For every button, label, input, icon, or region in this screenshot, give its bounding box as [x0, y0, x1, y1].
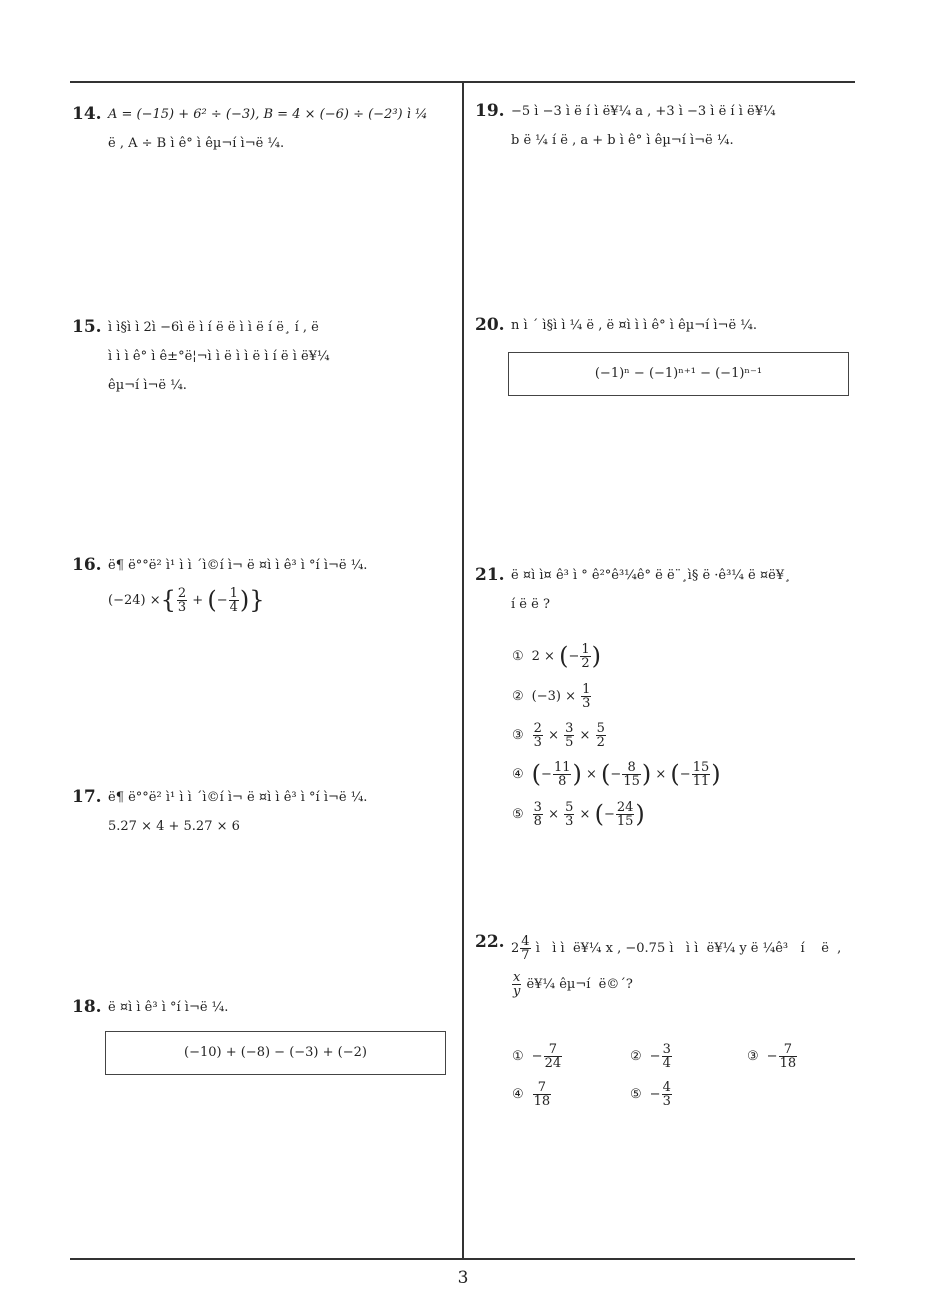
fraction — [533, 801, 543, 828]
choice-3[interactable] — [747, 1038, 798, 1074]
question-text-line-1: ë ¤ì ì¤ ê³ ì ° ê²°ê³¼ê° ë ë¨¸ì§ ë ·ê³¼ ë ¤ë¥¸ — [511, 568, 791, 583]
question-text: ë¥¼ êµ¬í ë©´? — [522, 976, 633, 992]
numerator: 4 — [662, 1079, 671, 1095]
numerator: 3 — [533, 799, 542, 815]
minus-sign: − — [679, 766, 691, 782]
numerator: 1 — [581, 641, 590, 657]
expression — [108, 580, 457, 620]
option-1[interactable] — [512, 638, 601, 674]
denominator: 3 — [662, 1093, 671, 1109]
fraction — [662, 1043, 672, 1070]
fraction — [564, 722, 574, 749]
question-text-line-2: ë , A ÷ B ì ê° ì êµ¬í ì¬ë ¼. — [108, 136, 285, 151]
numerator: 2 — [177, 585, 187, 601]
question-number: 15. — [72, 317, 102, 337]
right-paren: ) — [711, 760, 721, 788]
fraction — [520, 935, 530, 962]
fraction — [580, 643, 590, 670]
question-number: 21. — [475, 565, 505, 585]
times-sign: × — [543, 806, 564, 822]
numerator: 5 — [596, 720, 605, 736]
fraction — [616, 801, 635, 828]
question-text-line-1: −5 ì −3 ì ë í ì ë¥¼ a , +3 ì −3 ì ë í ì ë¥¼ — [511, 104, 776, 119]
sign: − — [531, 1048, 543, 1064]
option-text: (−3) × — [531, 688, 581, 704]
option-3[interactable] — [512, 717, 607, 753]
choice-5[interactable] — [630, 1076, 673, 1112]
denominator: 4 — [662, 1055, 671, 1071]
times-sign: × — [575, 806, 595, 822]
denominator: 8 — [533, 813, 542, 829]
question-number: 18. — [72, 997, 102, 1017]
times-sign: × — [581, 766, 602, 782]
question-text-line-1: ë¶ ë°°ë² ì¹ ì ì ´ì©í ì¬ ë ¤ì ì ê³ ì °í ì¬ë ¼. — [108, 558, 368, 573]
times-sign: × — [651, 766, 671, 782]
fraction — [512, 971, 521, 998]
times-sign: × — [543, 727, 564, 743]
fraction — [544, 1043, 563, 1070]
fraction — [553, 761, 572, 788]
question-text-line-1: n ì ´ ì§ì ì ¼ ë , ë ¤ì ì ì ê° ì êµ¬í ì¬ë ¼. — [511, 318, 758, 333]
fraction — [692, 761, 711, 788]
denominator: y — [513, 983, 521, 999]
right-brace: } — [249, 586, 265, 614]
denominator: 5 — [565, 734, 574, 750]
numerator: 7 — [779, 1043, 798, 1057]
option-mark: ② — [630, 1048, 642, 1064]
denominator: 2 — [581, 655, 590, 671]
denominator: 7 — [521, 947, 530, 963]
right-paren: ) — [635, 800, 645, 828]
left-paren: ( — [531, 760, 542, 788]
option-mark: ② — [512, 688, 524, 704]
mixed-number-whole: 2 — [511, 940, 520, 956]
denominator: 24 — [544, 1055, 562, 1071]
numerator: 24 — [616, 799, 634, 815]
option-mark: ③ — [747, 1048, 759, 1064]
numerator: x — [513, 969, 521, 985]
question-text-line-1: A = (−15) + 6² ÷ (−3), B = 4 × (−6) ÷ (−2³) ì ¼ — [108, 107, 428, 122]
fraction — [177, 587, 187, 614]
option-4[interactable] — [512, 756, 721, 792]
denominator: 3 — [533, 734, 542, 750]
left-brace: { — [160, 586, 176, 614]
option-mark: ④ — [512, 766, 524, 782]
question-text-line-1 — [511, 930, 860, 966]
denominator: 3 — [177, 599, 187, 615]
right-paren: ) — [641, 760, 652, 788]
question-number: 17. — [72, 787, 102, 807]
fraction — [533, 722, 543, 749]
denominator: 3 — [565, 813, 574, 829]
numerator: 1 — [229, 585, 238, 601]
option-mark: ⑤ — [512, 806, 524, 822]
numerator: 7 — [544, 1043, 563, 1057]
option-5[interactable] — [512, 796, 645, 832]
minus-sign: − — [603, 806, 615, 822]
choice-1[interactable] — [512, 1038, 563, 1074]
denominator: 18 — [533, 1093, 551, 1109]
fraction — [564, 801, 574, 828]
fraction — [662, 1081, 672, 1108]
fraction — [596, 722, 606, 749]
numerator: 15 — [692, 759, 710, 775]
question-text-line-3: êµ¬í ì¬ë ¼. — [108, 378, 187, 393]
option-2[interactable] — [512, 678, 592, 714]
left-paren: ( — [207, 586, 217, 614]
numerator: 11 — [553, 759, 571, 775]
bottom-rule — [70, 1258, 855, 1260]
expression-box: (−10) + (−8) − (−3) + (−2) — [105, 1031, 446, 1075]
expression-box: (−1)ⁿ − (−1)ⁿ⁺¹ − (−1)ⁿ⁻¹ — [508, 352, 849, 396]
left-paren: ( — [559, 642, 569, 670]
choice-4[interactable] — [512, 1076, 552, 1112]
question-text-line-1: ë¶ ë°°ë² ì¹ ì ì ´ì©í ì¬ ë ¤ì ì ê³ ì °í ì¬ë ¼. — [108, 790, 368, 805]
numerator: 1 — [582, 681, 591, 697]
right-paren: ) — [239, 586, 250, 614]
question-text-line-1: ì ì§ì ì 2ì −6ì ë ì í ë ë ì ì ë í ë¸ í , ë — [108, 320, 319, 335]
sign: − — [766, 1048, 778, 1064]
sign: − — [649, 1086, 661, 1102]
plus-sign: + — [188, 592, 208, 608]
question-text-line-2 — [511, 966, 860, 1002]
denominator: 3 — [582, 695, 591, 711]
denominator: 8 — [558, 773, 567, 789]
question-text-line-2: í ë ë ? — [511, 597, 550, 612]
denominator: 15 — [616, 813, 634, 829]
right-paren: ) — [572, 760, 582, 788]
expression: 5.27 × 4 + 5.27 × 6 — [108, 819, 240, 834]
question-text-line-1: ë ¤ì ì ê³ ì °í ì¬ë ¼. — [108, 1000, 229, 1015]
minus-sign: − — [216, 592, 228, 608]
option-mark: ① — [512, 1048, 524, 1064]
denominator: 15 — [623, 773, 640, 789]
left-paren: ( — [670, 760, 680, 788]
question-number: 20. — [475, 315, 505, 335]
fraction — [229, 587, 239, 614]
numerator: 3 — [565, 720, 574, 736]
numerator: 8 — [622, 761, 641, 775]
option-mark: ④ — [512, 1086, 524, 1102]
minus-sign: − — [610, 766, 622, 782]
fraction — [533, 1081, 552, 1108]
question-number: 16. — [72, 555, 102, 575]
denominator: 18 — [779, 1055, 797, 1071]
denominator: 4 — [229, 599, 238, 615]
option-mark: ⑤ — [630, 1086, 642, 1102]
denominator: 11 — [692, 773, 710, 789]
times-sign: × — [575, 727, 595, 743]
question-text-line-2: ì ì ì ê° ì ê±°ë¦¬ì ì ë ì ì ë ì í ë ì ë¥¼ — [108, 349, 330, 364]
fraction — [622, 761, 641, 788]
column-divider — [462, 83, 464, 1259]
sign: − — [649, 1048, 661, 1064]
numerator: 4 — [521, 933, 530, 949]
minus-sign: − — [568, 648, 580, 664]
fraction — [779, 1043, 798, 1070]
question-number: 19. — [475, 101, 505, 121]
choice-2[interactable] — [630, 1038, 673, 1074]
numerator: 7 — [533, 1081, 552, 1095]
minus-sign: − — [541, 766, 552, 782]
numerator: 2 — [533, 720, 542, 736]
question-number: 22. — [475, 932, 505, 952]
page-number: 3 — [457, 1268, 469, 1288]
question-text: ì ì ì ë¥¼ x , −0.75 ì ì ì ë¥¼ y ë ¼ê³ í ë , — [531, 940, 842, 956]
question-number: 14. — [72, 104, 102, 124]
left-paren: ( — [601, 760, 611, 788]
option-text: 2 × — [531, 648, 560, 664]
question-text-line-2: b ë ¼ í ë , a + b ì ê° ì êµ¬í ì¬ë ¼. — [511, 133, 734, 148]
left-paren: ( — [594, 800, 604, 828]
numerator: 5 — [565, 799, 574, 815]
fraction — [581, 683, 591, 710]
option-mark: ③ — [512, 727, 524, 743]
option-mark: ① — [512, 648, 524, 664]
right-paren: ) — [591, 642, 602, 670]
denominator: 2 — [596, 734, 605, 750]
expression-prefix: (−24) × — [108, 592, 161, 608]
numerator: 3 — [662, 1041, 671, 1057]
